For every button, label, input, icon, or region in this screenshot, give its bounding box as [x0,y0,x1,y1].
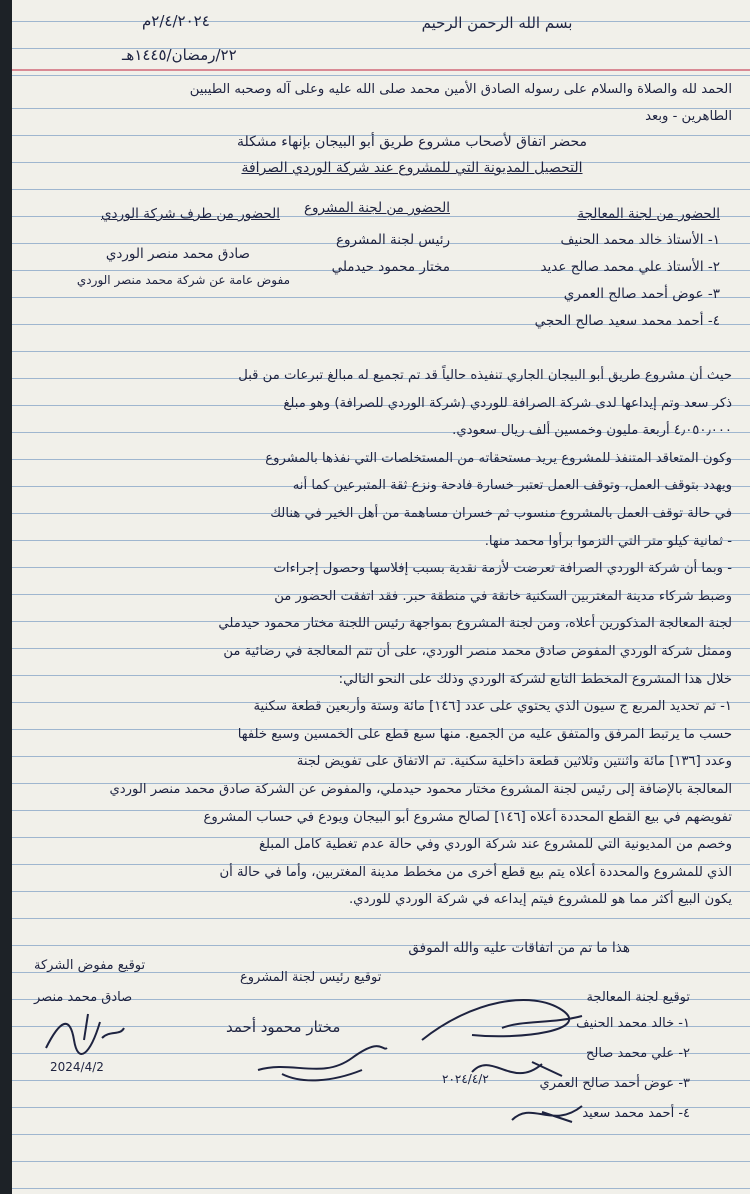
body-line: ذكر سعد وتم إيداعها لدى شركة الصرافة للوردي (شركة الوردي للصرافة) وهو مبلغ [283,395,732,411]
project-role: رئيس لجنة المشروع [335,232,450,248]
subject-line: محضر اتفاق لأصحاب مشروع طريق أبو البيجان بإنهاء مشكلة [236,134,588,150]
body-line: وكون المتعاقد المتنفذ للمشروع يريد مستحقاته من المستخلصات التي نفذها بالمشروع [265,450,732,466]
committee-member: ٤- أحمد محمد سعيد صالح الحجي [534,313,720,329]
opening-line: الطاهرين - وبعد [645,109,732,124]
committee-signature-name: ٤- أحمد محمد سعيد [582,1106,690,1121]
committee-signature-name: ٢- علي محمد صالح [585,1046,690,1061]
company-signature-label: توقيع مفوض الشركة [34,958,146,973]
body-line: لجنة المعالجة المذكورين أعلاه، ومن لجنة المشروع بمواجهة رئيس اللجنة مختار محمود حيدملي [218,616,732,632]
project-signature [252,1040,392,1085]
company-rep: صادق محمد منصر الوردي [105,246,250,262]
body-line: حيث أن مشروع طريق أبو البيجان الجاري تنفيذه حالياً قد تم تجميع له مبالغ تبرعات من قبل [238,368,732,383]
committee-signature-date: ٢٠٢٤/٤/٢ [442,1072,489,1086]
body-line: ١- تم تحديد المربع ج سيون الذي يحتوي على عدد [١٤٦] مائة وستة وأربعين قطعة سكنية [253,699,732,715]
project-heading: الحضور من لجنة المشروع [303,200,450,216]
project-name: مختار محمود حيدملي [331,259,450,275]
body-line: الذي للمشروع والمحددة أعلاه يتم بيع قطع أخرى من مخطط مدينة المغتربين، وأما في حالة أن [219,864,732,880]
basmala: بسم الله الرحمن الرحيم [421,14,573,32]
project-signature-label: توقيع رئيس لجنة المشروع [240,970,382,985]
date-gregorian: ٢/٤/٢٠٢٤م [142,12,210,30]
opening-line: الحمد لله والصلاة والسلام على رسوله الصادق الأمين محمد صلى الله عليه وعلى آله وصحبه الطيبين [189,82,732,97]
body-line: وعدد [١٣٦] مائة واثنتين وثلاثين قطعة داخلية سكنية. تم الاتفاق على تفويض لجنة [296,754,732,770]
project-signature-name: مختار محمود أحمد [226,1018,341,1036]
body-line: حسب ما يرتبط المرفق والمتفق عليه من الجميع. منها سبع قطع على الخمسين وسبع خلفها [237,726,732,742]
body-line: تفويضهم في بيع القطع المحددة أعلاه [١٤٦] لصالح مشروع أبو البيجان ويودع في حساب المشروع [203,809,732,825]
body-line: وضبط شركاء مدينة المغتربين السكنية خانقة في منطقة حبر. فقد اتفقت الحضور من [274,588,732,604]
committee-member: ١- الأستاذ خالد محمد الحنيف [560,232,720,248]
body-line: في حالة توقف العمل بالمشروع منسوب ثم خسران مساهمة من أهل الخير في هنالك [270,506,732,521]
body-line: ٤٫٠٥٠٫٠٠٠ أربعة مليون وخمسين ألف ريال سعودي. [452,423,732,439]
company-signature-date: 2024/4/2 [50,1060,104,1074]
committee-signature-label: توقيع لجنة المعالجة [586,990,690,1005]
body-line: يكون البيع أكثر مما هو للمشروع فيتم إيداعه في شركة الوردي للوردي. [348,892,732,908]
body-line: وخصم من المديونية التي للمشروع عند شركة الوردي وفي حالة عدم تغطية كامل المبلغ [259,837,732,853]
committee-signature-name: ٣- عوض أحمد صالح العمري [539,1076,690,1091]
closing-line: هذا ما تم من اتفاقات عليه والله الموفق [408,940,630,956]
committee-signature-name: ١- خالد محمد الحنيف [576,1016,690,1031]
company-rep-role: مفوض عامة عن شركة محمد منصر الوردي [76,273,290,287]
company-heading: الحضور من طرف شركة الوردي [100,206,280,222]
committee-heading: الحضور من لجنة المعالجة [577,206,720,222]
committee-signatures [412,980,612,1140]
notebook-page [12,0,750,1194]
company-signature [40,1010,130,1060]
body-line: وممثل شركة الوردي المفوض صادق محمد منصر الوردي، على أن تتم المعالجة في رضائية من [223,644,732,659]
company-signature-name: صادق محمد منصر [34,990,133,1005]
body-line: خلال هذا المشروع المخطط التابع لشركة الوردي وذلك على النحو التالي: [338,671,732,687]
margin-line [12,69,750,71]
body-line: - ثمانية كيلو متر التي التزموا برأوا محمد منها. [484,533,732,549]
body-line: - وبما أن شركة الوردي الصرافة تعرضت لأزمة نقدية بسبب إفلاسها وحصول إجراءات [273,561,732,577]
committee-member: ٣- عوض أحمد صالح العمري [563,286,720,302]
body-line: ويهدد بتوقف العمل، وتوقف العمل تعتبر خسارة فادحة ونزع ثقة المتبرعين كما أنه [292,478,732,494]
committee-member: ٢- الأستاذ علي محمد صالح عديد [540,259,720,275]
date-hijri: ٢٢/رمضان/١٤٤٥هـ [122,46,237,64]
body-line: المعالجة بالإضافة إلى رئيس لجنة المشروع مختار محمود حيدملي، والمفوض عن الشركة صادق محمد منصر الوردي [109,782,732,797]
subject-line: التحصيل المديونة التي للمشروع عند شركة الوردي الصرافة [241,160,583,176]
